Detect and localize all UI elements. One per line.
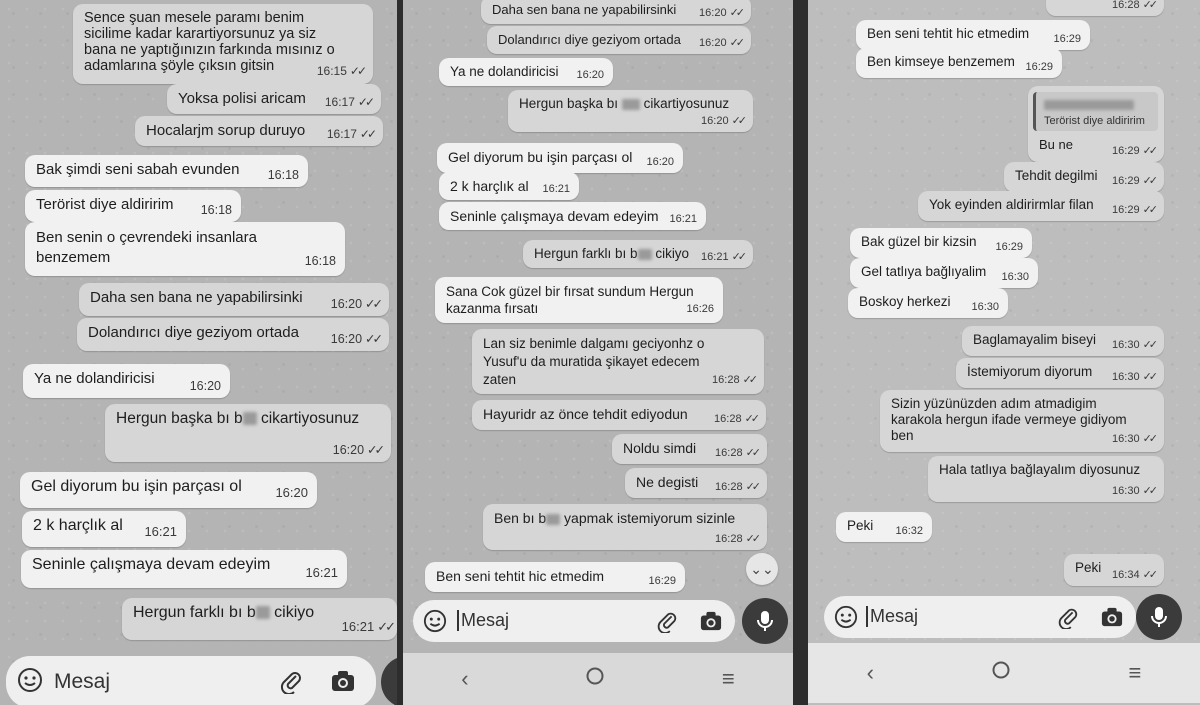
message-text: Daha sen bana ne yapabilirsinki <box>492 2 677 17</box>
message-text: Ya ne dolandiricisi <box>450 64 559 79</box>
message-input-bar[interactable] <box>413 600 735 642</box>
reply-quote-text: Terörist diye aldiririm <box>1044 115 1145 127</box>
message-input[interactable]: Mesaj <box>54 670 111 693</box>
message-text: Peki <box>847 518 874 533</box>
message-text: Seninle çalışmaya devam edeyim <box>32 556 271 573</box>
message-text: Yok eyinden aldirirmlar filan <box>929 197 1094 212</box>
message-outgoing[interactable] <box>472 400 766 430</box>
message-incoming[interactable] <box>22 511 186 547</box>
message-time: 16:29 ✓✓ <box>1112 145 1155 157</box>
message-outgoing[interactable] <box>1028 86 1164 162</box>
message-text: Hergun başka bı b cikartiyosunuz <box>116 410 360 427</box>
message-time: 16:21 <box>144 524 177 539</box>
message-time: 16:29 ✓✓ <box>1112 204 1155 216</box>
message-incoming[interactable] <box>850 228 1032 258</box>
message-outgoing[interactable] <box>508 90 753 132</box>
message-text: Ben seni tehtit hic etmedim <box>867 26 1030 41</box>
message-outgoing[interactable] <box>612 434 767 464</box>
message-text: Hayuridr az önce tehdit ediyodun <box>483 406 688 422</box>
message-time: 16:20 <box>576 69 604 81</box>
message-time: 16:26 <box>686 303 714 315</box>
message-text: Gel diyorum bu işin parçası ol <box>448 149 633 165</box>
nav-back-icon[interactable]: ‹ <box>866 660 874 685</box>
censored-text <box>638 249 652 260</box>
message-text: Sizin yüzünüzden adım atmadigim karakola hergun ifade vermeye gidiyom ben <box>891 396 1127 443</box>
message-time: 16:28 ✓✓ <box>715 447 758 459</box>
message-text: Hergun başka bı cikartiyosunuz <box>519 96 730 111</box>
message-time: 16:30 ✓✓ <box>1112 339 1155 351</box>
message-text: Bak güzel bir kizsin <box>861 234 977 249</box>
message-time: 16:21 <box>542 183 570 195</box>
message-outgoing[interactable] <box>122 598 397 640</box>
message-outgoing[interactable] <box>487 26 751 54</box>
message-text: Tehdit degilmi <box>1015 168 1098 183</box>
message-incoming[interactable] <box>23 364 230 398</box>
message-text: Ne degisti <box>636 474 699 490</box>
message-time: 16:20 <box>275 485 308 500</box>
message-text: Sence şuan mesele paramı benim sicilime kadar karartiyorsunuz ya siz bana ne yaptığınızın farkında mısınız o adamlarına şöyle çıksın gitsin <box>84 10 335 74</box>
message-text: Ben senin o çevrendeki insanlara benzemem <box>36 229 257 266</box>
message-outgoing[interactable] <box>73 4 373 84</box>
message-time: 16:30 <box>971 301 999 313</box>
message-text: Dolandırıcı diye geziyom ortada <box>498 32 681 47</box>
censored-text <box>256 606 270 619</box>
message-time: 16:28 ✓✓ <box>715 481 758 493</box>
chat-screenshot-1 <box>0 0 397 705</box>
message-text: Boskoy herkezi <box>859 294 951 309</box>
message-text: 2 k harçlık al <box>33 517 123 534</box>
message-text: Peki <box>1075 560 1102 575</box>
message-time: 16:20 ✓✓ <box>701 115 744 127</box>
message-time: 16:29 <box>1053 33 1081 45</box>
message-incoming[interactable] <box>836 512 932 542</box>
camera-icon[interactable] <box>1100 606 1124 633</box>
message-outgoing[interactable] <box>928 456 1164 502</box>
message-outgoing[interactable] <box>1046 0 1164 16</box>
message-incoming[interactable] <box>435 277 723 323</box>
microphone-icon[interactable] <box>742 598 788 644</box>
emoji-icon[interactable] <box>17 667 43 698</box>
camera-icon[interactable] <box>699 610 723 637</box>
message-text: Lan siz benimle dalgamı geciyonhz o Yusuf'u da muratida şikayet edecem zaten <box>483 336 705 387</box>
message-incoming[interactable] <box>848 288 1008 318</box>
message-time: 16:29 ✓✓ <box>1112 175 1155 187</box>
message-text: Daha sen bana ne yapabilirsinki <box>90 289 303 306</box>
message-text: Sana Cok güzel bir fırsat sundum Hergun kazanma fırsatı <box>446 284 694 316</box>
message-incoming[interactable] <box>25 222 345 276</box>
emoji-icon[interactable] <box>423 609 447 638</box>
message-text: Hergun farklı bı b cikiyo <box>133 604 315 621</box>
message-time: 16:20 ✓✓ <box>332 443 382 457</box>
message-time: 16:20 ✓✓ <box>330 297 380 311</box>
message-input-bar[interactable] <box>824 596 1136 638</box>
nav-recents-icon[interactable]: ≡ <box>1128 660 1142 685</box>
chat-screenshot-2 <box>403 0 793 705</box>
message-outgoing[interactable] <box>105 404 391 462</box>
message-time: 16:20 <box>646 156 674 168</box>
message-outgoing[interactable] <box>523 240 753 268</box>
message-time: 16:18 <box>200 203 232 217</box>
message-input-bar[interactable] <box>6 656 376 705</box>
message-time: 16:18 <box>267 168 299 182</box>
message-incoming[interactable] <box>856 48 1062 78</box>
message-text: Noldu simdi <box>623 440 697 456</box>
reply-quote[interactable] <box>1033 92 1158 131</box>
message-outgoing[interactable] <box>472 329 764 394</box>
camera-icon[interactable] <box>330 669 356 698</box>
censored-text <box>622 99 640 110</box>
message-incoming[interactable] <box>439 172 579 200</box>
message-time: 16:28 ✓✓ <box>715 533 758 545</box>
message-outgoing[interactable] <box>481 0 751 24</box>
message-time: 16:20 ✓✓ <box>330 332 380 346</box>
message-time: 16:20 <box>189 379 221 393</box>
paperclip-icon[interactable] <box>655 609 679 638</box>
message-outgoing[interactable] <box>79 283 389 316</box>
message-time: 16:34 ✓✓ <box>1112 569 1155 581</box>
message-incoming[interactable] <box>425 562 685 592</box>
message-text: Gel diyorum bu işin parçası ol <box>31 478 242 495</box>
message-time: 16:21 <box>669 213 697 225</box>
message-text: Ben kimseye benzemem <box>867 54 1015 69</box>
message-text: Hergun farklı bı b cikiyo <box>534 246 690 261</box>
message-time: 16:17 ✓✓ <box>324 95 372 109</box>
message-outgoing[interactable] <box>918 191 1164 221</box>
message-text: Baglamayalim biseyi <box>973 332 1097 347</box>
message-time: 16:30 ✓✓ <box>1112 371 1155 383</box>
message-outgoing[interactable] <box>483 504 767 550</box>
message-time: 16:28 ✓✓ <box>714 413 757 425</box>
message-text: Hocalarjm sorup duruyo <box>146 122 306 139</box>
censored-text <box>243 412 257 425</box>
message-text: Gel tatlıya bağlıyalim <box>861 264 987 279</box>
message-text: Yoksa polisi aricam <box>178 90 306 107</box>
paperclip-icon[interactable] <box>278 668 304 699</box>
message-incoming[interactable] <box>25 155 308 187</box>
message-incoming[interactable] <box>439 202 706 230</box>
microphone-icon[interactable] <box>1136 594 1182 640</box>
message-time: 16:18 <box>304 254 336 268</box>
reply-sender <box>1044 96 1150 111</box>
censored-text <box>546 514 560 525</box>
scroll-down-icon[interactable]: ⌄⌄ <box>746 553 778 585</box>
message-incoming[interactable] <box>21 550 347 588</box>
message-text: 2 k harçlık al <box>450 178 529 194</box>
message-time: 16:21 ✓✓ <box>701 251 744 263</box>
message-time: 16:28 ✓✓ <box>1112 0 1155 11</box>
emoji-icon[interactable] <box>834 605 858 634</box>
nav-home-icon[interactable] <box>585 666 605 692</box>
message-text: Hala tatlıya bağlayalım diyosunuz <box>939 462 1141 477</box>
nav-back-icon[interactable]: ‹ <box>461 666 469 691</box>
message-incoming[interactable] <box>850 258 1038 288</box>
message-time: 16:28 ✓✓ <box>712 374 755 386</box>
nav-home-icon[interactable] <box>991 660 1011 686</box>
message-text: Dolandırıcı diye geziyom ortada <box>88 324 299 341</box>
message-time: 16:29 <box>1025 61 1053 73</box>
message-incoming[interactable] <box>20 472 317 508</box>
message-outgoing[interactable] <box>135 116 383 146</box>
paperclip-icon[interactable] <box>1056 605 1080 634</box>
message-outgoing[interactable] <box>77 318 389 351</box>
message-outgoing[interactable] <box>1064 554 1164 586</box>
message-time: 16:20 ✓✓ <box>699 7 742 19</box>
message-time: 16:30 ✓✓ <box>1112 485 1155 497</box>
message-text: Ben bı b yapmak istemiyorum sizinle <box>494 510 736 526</box>
message-time: 16:30 <box>1001 271 1029 283</box>
message-incoming[interactable] <box>25 190 241 222</box>
message-text: Bu ne <box>1039 137 1073 152</box>
message-time: 16:15 ✓✓ <box>316 64 364 78</box>
message-text: Bak şimdi seni sabah evunden <box>36 161 240 178</box>
message-text: Ya ne dolandiricisi <box>34 370 155 387</box>
message-outgoing[interactable] <box>880 390 1164 452</box>
system-nav-bar <box>403 653 793 705</box>
message-time: 16:29 <box>648 575 676 587</box>
message-input[interactable]: Mesaj <box>866 606 918 627</box>
chat-screenshot-3 <box>808 0 1200 705</box>
message-text: Seninle çalışmaya devam edeyim <box>450 208 659 224</box>
message-incoming[interactable] <box>439 58 613 86</box>
message-incoming[interactable] <box>856 20 1090 50</box>
message-outgoing[interactable] <box>962 326 1164 356</box>
message-outgoing[interactable] <box>956 358 1164 388</box>
message-time: 16:30 ✓✓ <box>1112 433 1155 445</box>
message-text: Ben seni tehtit hic etmedim <box>436 568 605 584</box>
message-outgoing[interactable] <box>167 84 381 114</box>
nav-recents-icon[interactable]: ≡ <box>721 666 735 691</box>
message-time: 16:20 ✓✓ <box>699 37 742 49</box>
message-time: 16:17 ✓✓ <box>326 127 374 141</box>
message-time: 16:21 <box>305 565 338 580</box>
message-time: 16:21 ✓✓ <box>341 619 393 634</box>
message-text: İstemiyorum diyorum <box>967 364 1093 379</box>
message-outgoing[interactable] <box>625 468 767 498</box>
message-input[interactable]: Mesaj <box>457 610 509 631</box>
message-time: 16:29 <box>995 241 1023 253</box>
message-incoming[interactable] <box>437 143 683 173</box>
message-outgoing[interactable] <box>1004 162 1164 192</box>
message-text: Terörist diye aldiririm <box>36 196 174 213</box>
system-nav-bar <box>808 643 1200 703</box>
message-time: 16:32 <box>895 525 923 537</box>
